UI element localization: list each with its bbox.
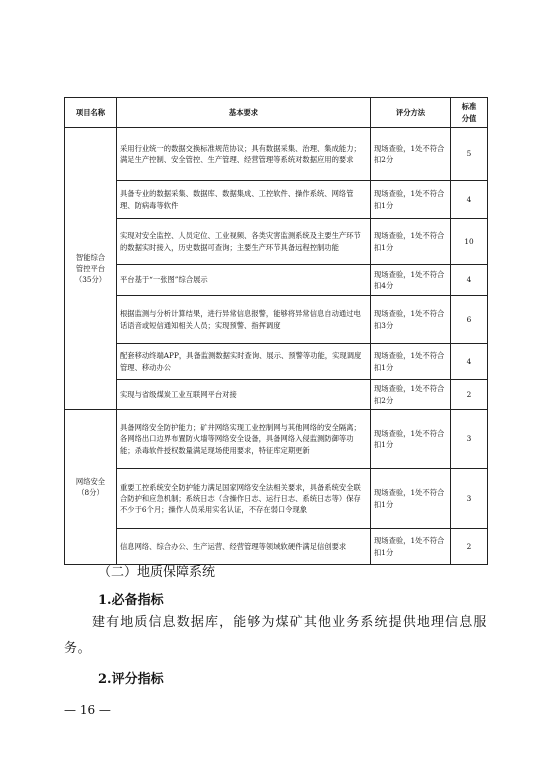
page-number: — 16 — bbox=[64, 703, 111, 717]
method-cell: 现场查验，1处不符合扣1分 bbox=[371, 469, 451, 529]
method-cell: 现场查验，1处不符合扣3分 bbox=[371, 296, 451, 344]
requirement-cell: 重要工控系统安全防护能力满足国家网络安全法相关要求，具备系统安全联合防护和应急机制；系统日志（含操作日志、运行日志、系统日志等）保存不少于6个月；操作人员采用实名认证，不存在弱口令现象 bbox=[117, 469, 371, 529]
requirement-cell: 平台基于“一张图”综合展示 bbox=[117, 265, 371, 296]
category-line: （35分） bbox=[74, 275, 107, 285]
method-cell: 现场查验，1处不符合扣1分 bbox=[371, 529, 451, 565]
header-scoring-method: 评分方法 bbox=[371, 98, 451, 128]
table-row bbox=[65, 529, 488, 565]
category-network-security bbox=[65, 410, 117, 565]
header-standard-score bbox=[451, 98, 488, 128]
requirement-cell: 具备网络安全防护能力；矿井网络实现工业控制网与其他网络的安全隔离；各网络出口边界布置防火墙等网络安全设备，具备网络入侵监测防御等功能；杀毒软件授权数量满足现场使用要求，特征库定期更新 bbox=[117, 410, 371, 469]
body-paragraph: 建有地质信息数据库，能够为煤矿其他业务系统提供地理信息服务。 bbox=[64, 615, 487, 656]
table-row bbox=[65, 265, 488, 296]
score-cell: 2 bbox=[451, 529, 488, 565]
subsection-heading-scoring: 2.评分指标 bbox=[98, 672, 164, 687]
score-cell: 6 bbox=[451, 296, 488, 344]
requirement-cell: 采用行业统一的数据交换标准规范协议；具有数据采集、治理、集成能力；满足生产控制、安全管控、生产管理、经营管理等系统对数据应用的要求 bbox=[117, 128, 371, 181]
score-cell: 4 bbox=[451, 265, 488, 296]
table-row bbox=[65, 296, 488, 344]
category-line: 管控平台 bbox=[75, 263, 106, 273]
header-basic-requirement: 基本要求 bbox=[117, 98, 371, 128]
score-cell: 4 bbox=[451, 344, 488, 380]
requirement-cell: 信息网络、综合办公、生产运营、经营管理等领域软硬件满足信创要求 bbox=[117, 529, 371, 565]
score-cell: 3 bbox=[451, 469, 488, 529]
table-row bbox=[65, 128, 488, 181]
score-cell: 4 bbox=[451, 181, 488, 219]
category-line: （8分） bbox=[77, 488, 104, 497]
header-score-line2: 分值 bbox=[461, 113, 477, 123]
method-cell: 现场查验，1处不符合扣4分 bbox=[371, 265, 451, 296]
method-cell: 现场查验，1处不符合扣2分 bbox=[371, 380, 451, 410]
table-row bbox=[65, 410, 488, 469]
table-row bbox=[65, 219, 488, 265]
requirement-cell: 根据监测与分析计算结果，进行异常信息报警，能够将异常信息自动通过电话语音或短信通知相关人员；实现预警、指挥调度 bbox=[117, 296, 371, 344]
score-cell: 2 bbox=[451, 380, 488, 410]
table-row bbox=[65, 469, 488, 529]
method-cell: 现场查验，1处不符合扣1分 bbox=[371, 344, 451, 380]
category-line: 网络安全 bbox=[75, 476, 106, 486]
header-project-name: 项目名称 bbox=[65, 98, 117, 128]
standards-table bbox=[64, 97, 488, 565]
method-cell: 现场查验，1处不符合扣1分 bbox=[371, 410, 451, 469]
category-smart-platform bbox=[65, 128, 117, 410]
section-heading: （二）地质保障系统 bbox=[98, 565, 216, 580]
category-line: 智能综合 bbox=[75, 252, 106, 262]
table-row bbox=[65, 380, 488, 410]
requirement-cell: 实现与省级煤炭工业互联网平台对接 bbox=[117, 380, 371, 410]
method-cell: 现场查验，1处不符合扣1分 bbox=[371, 219, 451, 265]
score-cell: 5 bbox=[451, 128, 488, 181]
table-header-row bbox=[65, 98, 488, 128]
requirement-cell: 配套移动终端APP，具备监测数据实时查询、展示、预警等功能，实现调度管理、移动办公 bbox=[117, 344, 371, 380]
score-cell: 10 bbox=[451, 219, 488, 265]
header-score-line1: 标准 bbox=[461, 102, 477, 112]
requirement-cell: 具备专业的数据采集、数据库、数据集成、工控软件、操作系统、网络管理、防病毒等软件 bbox=[117, 181, 371, 219]
method-cell: 现场查验，1处不符合扣2分 bbox=[371, 128, 451, 181]
table-row bbox=[65, 344, 488, 380]
requirement-cell: 实现对安全监控、人员定位、工业视频、各类灾害监测系统及主要生产环节的数据实时接入，历史数据可查询；主要生产环节具备远程控制功能 bbox=[117, 219, 371, 265]
score-cell: 3 bbox=[451, 410, 488, 469]
table-row bbox=[65, 181, 488, 219]
method-cell: 现场查验，1处不符合扣1分 bbox=[371, 181, 451, 219]
subsection-heading-required: 1.必备指标 bbox=[98, 593, 164, 608]
